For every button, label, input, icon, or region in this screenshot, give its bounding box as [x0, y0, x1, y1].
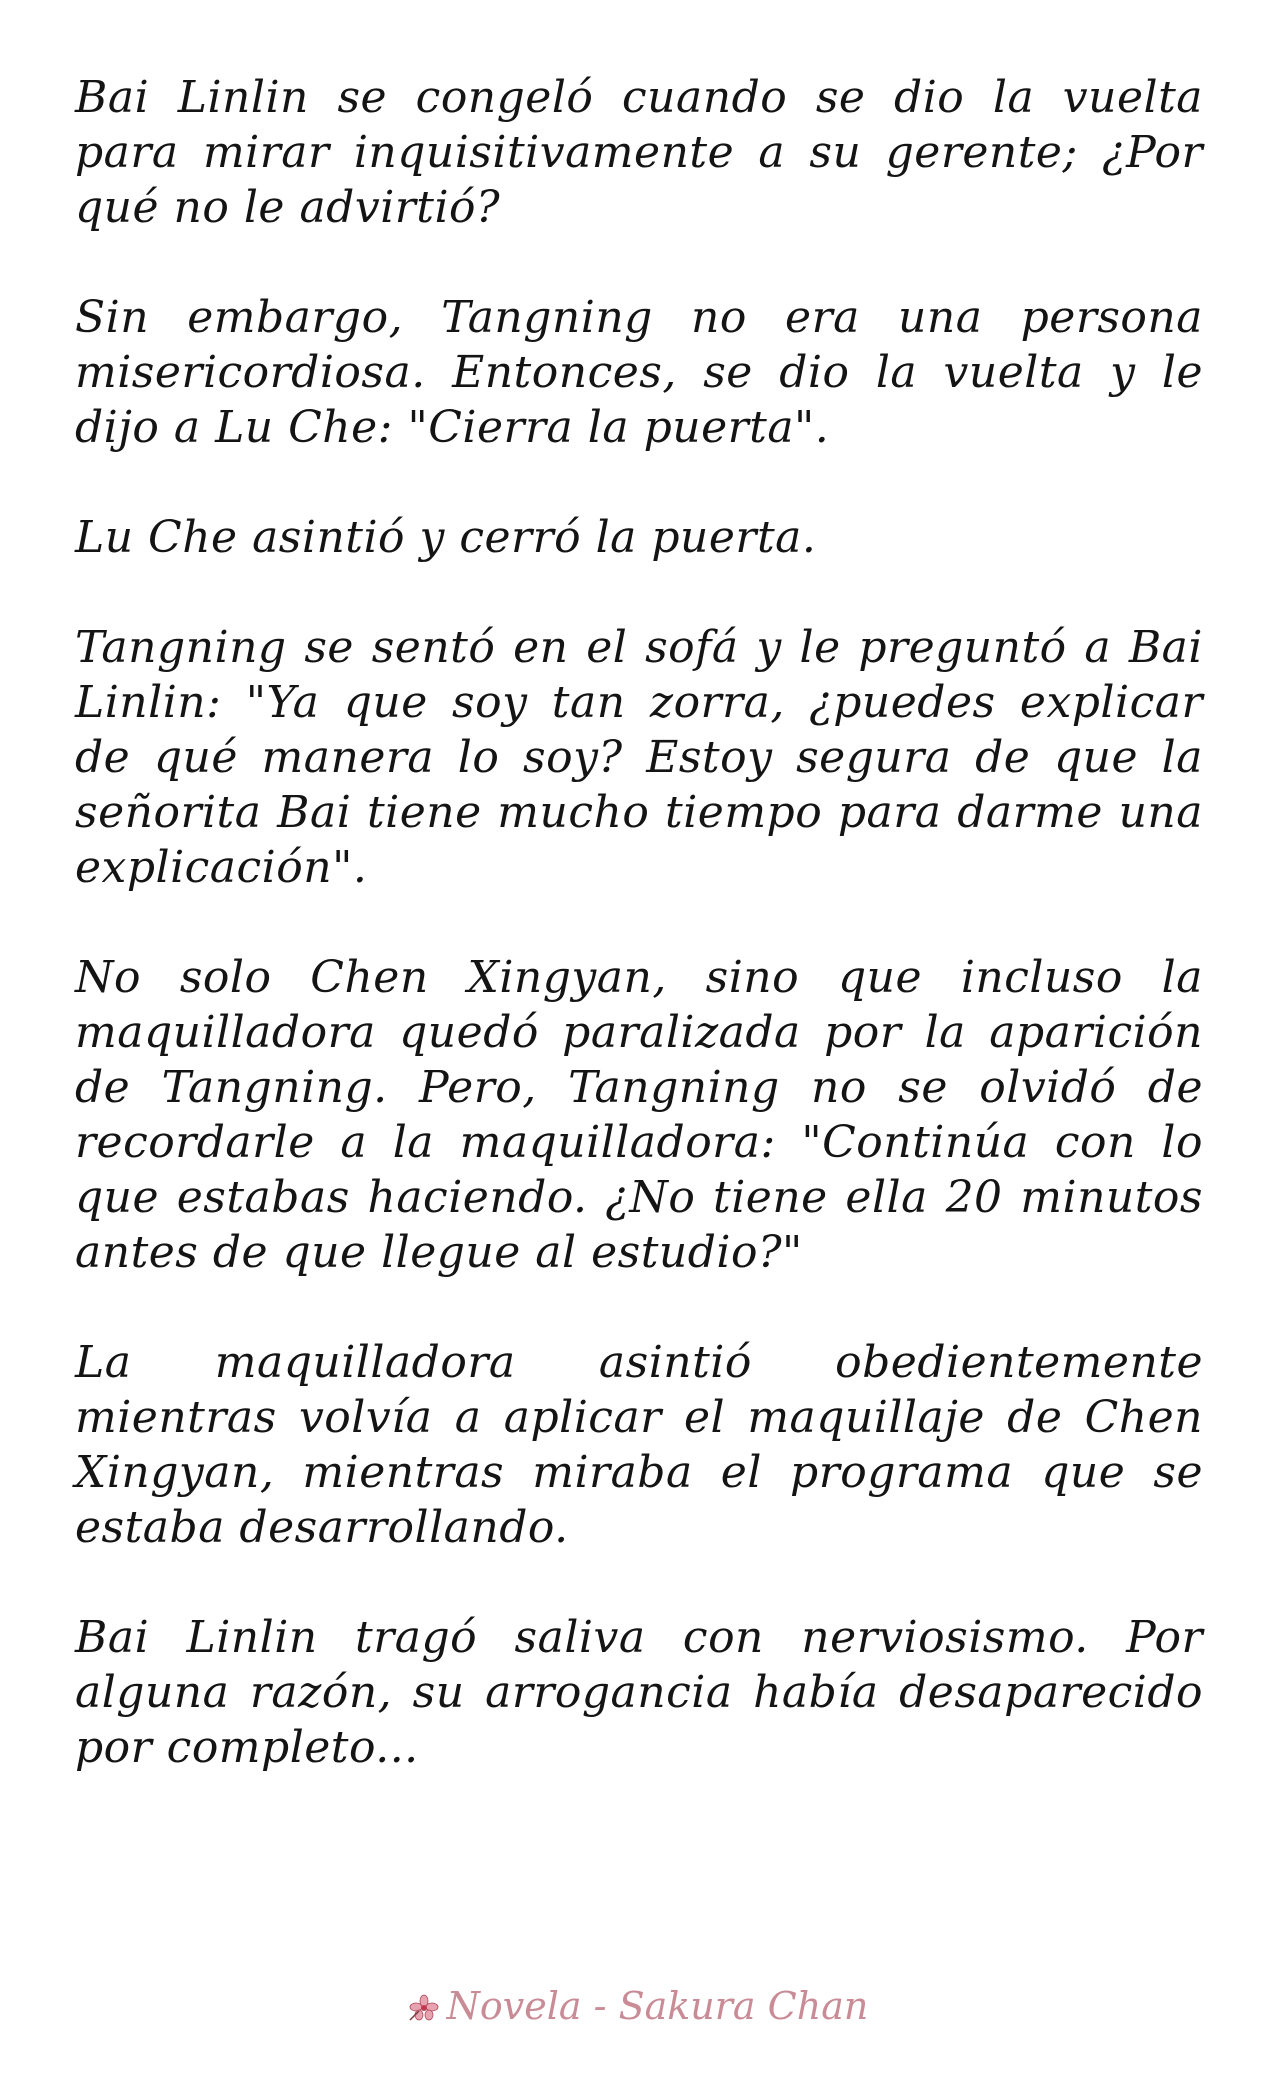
paragraph-4: Tangning se sentó en el sofá y le preguntó a Bai Linlin: "Ya que soy tan zorra, ¿puedes explicar de qué manera lo soy? Estoy segura de que la señorita Bai tiene mucho tiempo para darme una explicación". [75, 622, 1203, 893]
paragraph-6: La maquilladora asintió obedientemente mientras volvía a aplicar el maquillaje de Chen Xingyan, mientras miraba el programa que se estaba desarrollando. [75, 1337, 1203, 1553]
paragraph-3: Lu Che asintió y cerró la puerta. [75, 512, 817, 563]
watermark-text: Novela - Sakura Chan [446, 1984, 869, 2028]
paragraph-1: Bai Linlin se congeló cuando se dio la vuelta para mirar inquisitivamente a su gerente; ¿Por qué no le advirtió? [75, 72, 1203, 233]
paragraph-7: Bai Linlin tragó saliva con nerviosismo. Por alguna razón, su arrogancia había desaparecido por completo... [75, 1612, 1203, 1773]
paragraph-2: Sin embargo, Tangning no era una persona misericordiosa. Entonces, se dio la vuelta y le dijo a Lu Che: "Cierra la puerta". [75, 292, 1203, 453]
watermark [0, 1984, 1275, 2028]
document-body [75, 70, 1203, 1830]
paragraph-5: No solo Chen Xingyan, sino que incluso la maquilladora quedó paralizada por la aparición de Tangning. Pero, Tangning no se olvidó de recordarle a la maquilladora: "Continúa con lo que estabas haciendo. ¿No tiene ella 20 minutos antes de que llegue al estudio?" [75, 952, 1203, 1278]
sakura-flower-icon [407, 1988, 441, 2018]
